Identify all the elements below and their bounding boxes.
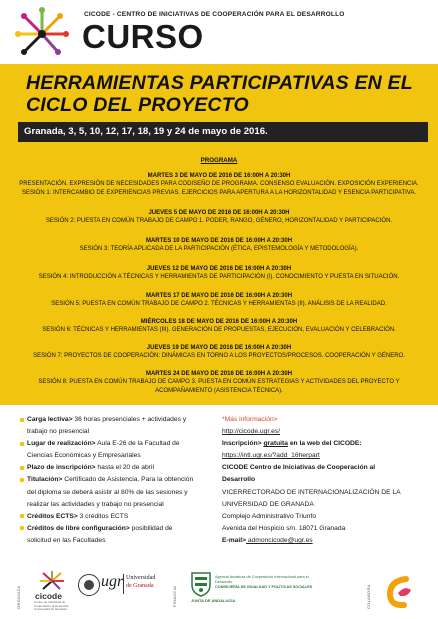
cicode-logo-icon [38,569,66,591]
bullet-icon [20,478,24,482]
titulacion-value: Certificado de Asistencia. Para la obtención [62,476,194,484]
session-description: SESIÓN 2: PUESTA EN COMÚN TRABAJO DE CAMPO 1. PODER, RANGO, GÉNERO, HORIZONTALIDAD Y PARTICIPACIÓN. [45,218,393,225]
ugr-seal-center-icon [84,580,94,590]
carga-label: Carga lectiva> [27,416,73,423]
session-1 [0,172,438,197]
programa-heading: PROGRAMA [200,157,238,164]
university-name [126,575,155,590]
organiza-label: ORGANIZA [16,585,21,609]
session-date: JUEVES 5 DE MAYO DE 2016 DE 16:00H A 20:30H [148,210,290,216]
inscripcion-gratuita: gratuita [263,440,288,448]
session-description: SESIÓN 3: TEORÍA APLICADA DE LA PARTICIPACIÓN (ÉTICA, EPISTEMOLOGÍA Y METODOLOGÍA). [79,246,359,253]
ugr-wordmark: ugr [101,573,124,590]
email-label: E-mail> [222,536,246,544]
lugar-label: Lugar de realización> [27,440,96,448]
agency-name: Agencia Andaluza de Cooperación Internacional para el Desarrollo [215,575,309,584]
bullet-icon [20,466,24,470]
carga-value: 36 horas presenciales + actividades y [72,416,187,423]
sponsors-footer [0,565,438,619]
ects-label: Créditos ECTS> [27,512,78,520]
cicode-wordmark: cicode [35,591,62,601]
carga-value-cont: trabajo no presencial [27,428,90,436]
session-date: MARTES 10 DE MAYO DE 2016 DE 16:00H A 20:30H [145,238,293,244]
session-description: SESIÓN 1: INTERCAMBIO DE EXPERIENCIAS PREVIAS. EJERCICIOS PARA APERTURA A LA HORIZONTALIDAD Y ESENCIA PARTICIPATIVA. [22,189,416,196]
titulacion-value-cont: del diploma se deberá asistir al 80% de las sesiones y [27,488,188,496]
ects-value: 3 créditos ECTS [77,512,129,520]
session-description: ACOMPAÑAMIENTO (ASISTENCIA TÉCNICA). [155,387,283,394]
cicode-subtitle: Centro de Iniciativas de Cooperación al Desarrollo Universidad de Granada [34,600,69,612]
email-link[interactable]: admoncicode@ugr.es [245,536,313,544]
libre-label: Créditos de libre configuración> [27,524,130,532]
junta-wordmark: JUNTA DE ANDALUCIA [191,598,236,603]
course-label: CURSO [82,18,204,55]
course-title-line1: HERRAMIENTAS PARTICIPATIVAS EN EL [26,72,413,94]
session-date: JUEVES 12 DE MAYO DE 2016 DE 16:00H A 20:30H [146,266,292,272]
agency-text [215,575,315,589]
libre-value-cont: solicitud en las Facultades [27,536,106,544]
session-date: MARTES 24 DE MAYO DE 2016 DE 16:00H A 20:30H [145,371,293,377]
session-7 [0,344,438,361]
session-description: SESIÓN 4: INTRODUCCIÓN A TÉCNICAS Y HERRAMIENTAS DE PARTICIPACIÓN (I). CONOCIMIENTO Y PUESTA EN SITUACIÓN. [38,274,400,281]
course-dates: Granada, 3, 5, 10, 12, 17, 18, 19 y 24 de mayo de 2016. [24,126,268,137]
cicode-burst-logo-icon [14,6,70,62]
inscripcion-rest: en la web del CICODE: [287,440,362,448]
andalucia-shield-icon [190,571,212,597]
lugar-value: Aula E-26 de la Facultad de [95,440,180,448]
course-title-line2: CICLO DEL PROYECTO [26,94,249,116]
course-details [27,414,217,547]
more-info-label: *Más información> [222,416,278,423]
vicerrectorado: VICERRECTORADO DE INTERNACIONALIZACIÓN DE LA [222,488,401,496]
session-description: SESIÓN 7: PROYECTOS DE COOPERACIÓN: DINÁMICAS EN TORNO A LOS PROYECTOS/PROCESOS. COOPERACIÓN Y GÉNERO. [33,353,405,360]
session-description: PRESENTACIÓN. EXPRESIÓN DE NECESIDADES PARA CODISEÑO DE PROGRAMA. CONSENSO EVALUACIÓN. EXPOSICIÓN EXPERIENCIA. [19,181,419,188]
plazo-label: Plazo de inscripción> [27,464,96,472]
bullet-icon [20,442,24,446]
plazo-value: hasta el 20 de abril [95,464,154,472]
titulacion-value-cont: realizar las actividades y trabajo no presencial [27,500,164,508]
course-title [26,72,426,116]
university-line1: Universidad [126,575,156,581]
session-description: SESIÓN 6: TÉCNICAS Y HERRAMIENTAS (III). GENERACIÓN DE PROPUESTAS, EJECUCIÓN, EVALUACIÓN Y CELEBRACIÓN. [42,327,396,334]
session-6 [0,318,438,335]
cicode-website-link[interactable]: http://cicode.ugr.es/ [222,428,280,436]
session-date: MIÉRCOLES 18 DE MAYO DE 2016 DE 16:00H A 20:30H [140,319,298,325]
vicerrectorado-cont: UNIVERSIDAD DE GRANADA [222,500,314,508]
bullet-icon [20,514,24,518]
lugar-value-cont: Ciencias Económicas y Empresariales [27,452,141,460]
consejeria-name: CONSEJERÍA DE IGUALDAD Y POLÍTICAS SOCIALES [215,584,313,589]
inscripcion-label: Inscripción> [222,440,264,448]
cicode-name-cont: Desarrollo [222,476,256,484]
session-8 [0,370,438,395]
contact-details [222,414,422,547]
registration-link[interactable]: https://intl.ugr.es/?add_16herpart [222,452,320,460]
session-2 [0,209,438,226]
financia-label: FINANCIA [172,585,177,607]
session-date: MARTES 3 DE MAYO DE 2016 DE 16:00H A 20:30H [147,173,291,179]
street-address: Avenida del Hospicio s/n. 18071 Granada [222,524,346,532]
org-name: CICODE - CENTRO DE INICIATIVAS DE COOPERACIÓN PARA EL DESARROLLO [84,11,345,18]
university-line2: de Granada [126,582,154,589]
ugr-divider [123,574,124,594]
header [0,0,438,66]
titulacion-label: Titulación> [27,476,63,484]
session-date: JUEVES 19 DE MAYO DE 2016 DE 16:00H A 20:30H [146,345,292,351]
bullet-icon [20,418,24,422]
collaborator-logo-icon [384,575,414,609]
session-description: SESIÓN 5: PUESTA EN COMÚN TRABAJO DE CAMPO 2. TÉCNICAS Y HERRAMIENTAS (II). ANÁLISIS DE LA REALIDAD. [51,301,387,308]
session-description: SESIÓN 8: PUESTA EN COMÚN TRABAJO DE CAMPO 3. PUESTA EN COMÚN ESTRATEGIAS Y ACTIVIDADES DEL PROYECTO Y [38,379,400,386]
colabora-label: COLABORA [366,584,371,609]
session-5 [0,292,438,309]
cicode-name: CICODE Centro de Iniciativas de Cooperación al [222,464,376,472]
session-3 [0,237,438,254]
bullet-icon [20,526,24,530]
session-4 [0,265,438,282]
session-date: MARTES 17 DE MAYO DE 2016 DE 16:00H A 20:30H [145,293,293,299]
complejo-address: Complejo Administrativo Triunfo [222,512,317,520]
libre-value: posibilidad de [129,524,173,532]
